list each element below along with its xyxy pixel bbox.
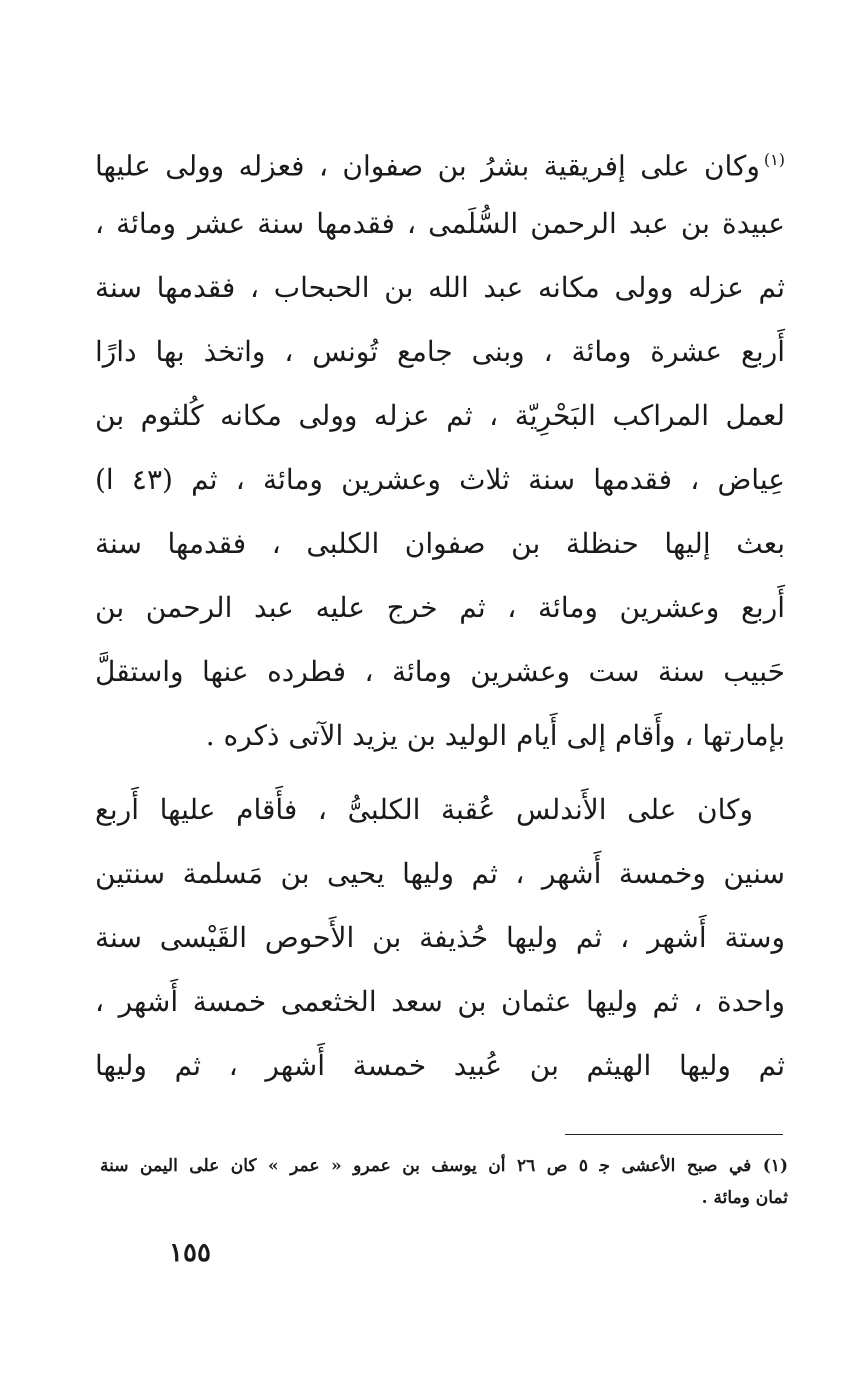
text-line: ثم عزله وولى مكانه عبد الله بن الحبحاب ، فقدمها سنة — [95, 271, 785, 304]
text-line: ثم وليها الهيثم بن عُبيد خمسة أَشهر ، ثم وليها — [95, 1049, 785, 1082]
footnote-line: ثمان ومائة . — [701, 1188, 788, 1208]
text-line: حَبيب سنة ست وعشرين ومائة ، فطرده عنها واستقلَّ — [95, 655, 785, 688]
footnote — [100, 1150, 788, 1214]
text-line: عبيدة بن عبد الرحمن السُّلَمى ، فقدمها سنة عشر ومائة ، — [95, 207, 785, 240]
main-text — [95, 128, 785, 1098]
footnote-divider — [565, 1134, 783, 1135]
paragraph-gap — [95, 768, 785, 778]
text-line: لعمل المراكب البَحْرِيّة ، ثم عزله وولى مكانه كُلثوم بن — [95, 399, 785, 432]
text-line: أَربع عشرة ومائة ، وبنى جامع تُونس ، واتخذ بها دارًا — [95, 335, 785, 368]
text-line: $^{(١)}$وكان على إفريقية بشرُ بن صفوان ، فعزله وولى عليها — [95, 149, 785, 183]
text-line: وكان على الأَندلس عُقبة الكلبىُّ ، فأَقام عليها أَربع — [95, 793, 753, 826]
text-line: أَربع وعشرين ومائة ، ثم خرج عليه عبد الرحمن بن — [95, 591, 785, 624]
text-line: سنين وخمسة أَشهر ، ثم وليها يحيى بن مَسلمة سنتين — [95, 857, 785, 890]
text-line: بعث إليها حنظلة بن صفوان الكلبى ، فقدمها سنة — [95, 527, 785, 560]
text-line: عِياض ، فقدمها سنة ثلاث وعشرين ومائة ، ثم (٤٣ ا) — [95, 463, 785, 496]
text-line: وستة أَشهر ، ثم وليها حُذيفة بن الأَحوص القَيْسى سنة — [95, 921, 785, 954]
footnote-marker: (١) — [763, 150, 785, 169]
text-line: بإمارتها ، وأَقام إلى أَيام الوليد بن يزيد الآتى ذكره . — [205, 719, 785, 752]
page-number: ١٥٥ — [169, 1238, 211, 1268]
text-line: واحدة ، ثم وليها عثمان بن سعد الخثعمى خمسة أَشهر ، — [95, 985, 785, 1018]
footnote-line: (١) في صبح الأعشى ﺟ ٥ ص ٢٦ أن يوسف بن عمرو « عمر » كان على اليمن سنة — [100, 1156, 788, 1176]
